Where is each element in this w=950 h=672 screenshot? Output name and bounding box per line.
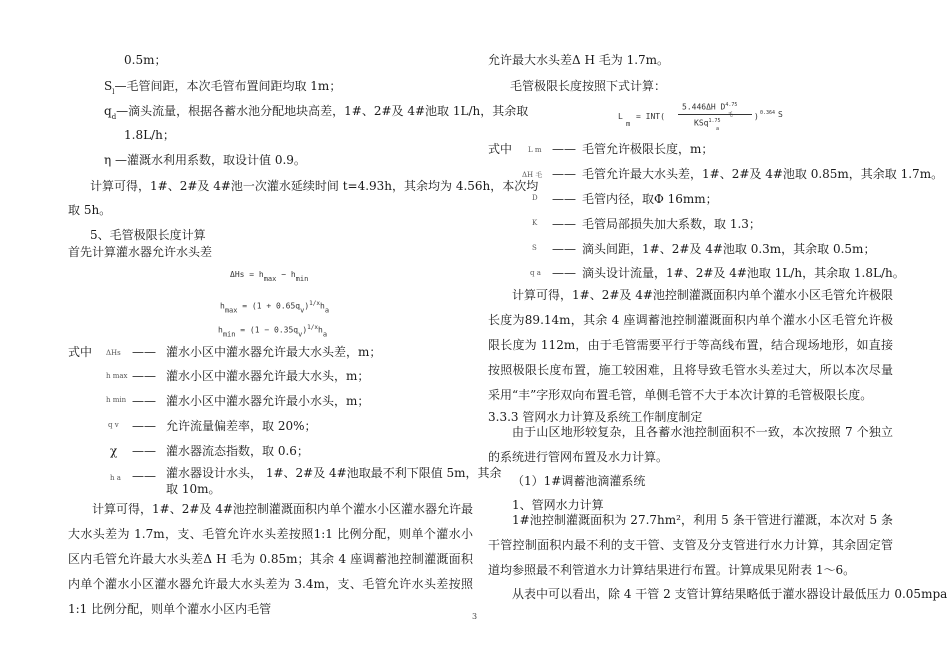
def-dash: —— bbox=[552, 142, 576, 156]
def-dash: —— bbox=[552, 167, 576, 181]
def-symbol: S bbox=[532, 244, 537, 252]
def-spacing: $S_l—$毛管间距，本次毛管布置间距均取 1m； bbox=[104, 79, 342, 96]
formula-hmax: $hmax = (1 + 0.65qv)^{1/x}ha$ bbox=[220, 300, 330, 315]
def-symbol: L m bbox=[528, 146, 542, 154]
def-text: 毛管允许极限长度，m； bbox=[582, 142, 714, 156]
formula-hmin: $hmin = (1 - 0.35qv)^{1/x}ha$ bbox=[218, 324, 328, 339]
def-text: 灌水器设计水头， 1#、2#及 4#池取最不利下限值 5m，其余 bbox=[166, 466, 502, 480]
paragraph-line: 从表中可以看出，除 4 干管 2 支管计算结果略低于灌水器设计最低压力 0.05mpa bbox=[512, 587, 948, 601]
paragraph: 计算可得，1#、2#及 4#池控制灌溉面积内单个灌水小区灌水器允许最大水头差为 1.7m，支、毛管允许水头差按照1:1 比例分配，则单个灌水小区内毛管允许最大水头差Δ H 毛为 0.85m；其余 4 座调蓄池控制灌溉面积内单个灌水小区灌水器允许最大水头差为 3.4m，支、毛管允许水头差按照1:1 比例分配，则单个灌水小区内毛管 bbox=[68, 502, 473, 616]
section-heading: 5、毛管极限长度计算 bbox=[90, 228, 206, 242]
section-heading: 3.3.3 管网水力计算及系统工作制度制定 bbox=[488, 410, 703, 424]
def-symbol: q a bbox=[530, 269, 541, 277]
formula-head-difference: ΔHs = hmax − hmin bbox=[230, 270, 309, 283]
def-symbol: ΔH 毛 bbox=[522, 171, 543, 179]
section-subheading: 首先计算灌水器允许水头差 bbox=[68, 245, 213, 259]
shizhong-label: 式中 bbox=[488, 142, 513, 156]
def-symbol: χ bbox=[110, 444, 118, 458]
def-symbol: K bbox=[532, 219, 538, 227]
def-text: 灌水小区中灌水器允许最小水头，m； bbox=[166, 394, 370, 408]
text-line: 允许最大水头差Δ H 毛为 1.7m。 bbox=[488, 53, 670, 67]
def-symbol: h max bbox=[106, 372, 128, 380]
def-symbol: q v bbox=[108, 421, 119, 429]
def-symbol: ΔHs bbox=[106, 349, 121, 357]
def-text: 滴头设计流量，1#、2#及 4#池取 1L/h，其余取 1.8L/h。 bbox=[582, 266, 905, 280]
paragraph-line: 计算可得，1#、2#及 4#池一次灌水延续时间 t=4.93h，其余均为 4.56h，本次均 bbox=[90, 179, 539, 193]
def-text: 毛管内径，取Φ 16mm； bbox=[582, 192, 718, 206]
def-symbol: h min bbox=[106, 396, 127, 404]
def-dash: —— bbox=[132, 419, 156, 433]
def-text: 滴头间距，1#、2#及 4#池取 0.3m，其余取 0.5m； bbox=[582, 242, 876, 256]
def-dash: —— bbox=[132, 444, 156, 458]
def-dash: —— bbox=[552, 266, 576, 280]
def-dash: —— bbox=[132, 345, 156, 359]
def-text-cont: 取 10m。 bbox=[166, 482, 221, 496]
page-number: 3 bbox=[472, 612, 478, 621]
text-line: 0.5m； bbox=[124, 53, 167, 67]
def-dash: —— bbox=[552, 242, 576, 256]
def-text: 灌水小区中灌水器允许最大水头差，m； bbox=[166, 345, 382, 359]
paragraph: 计算可得，1#、2#及 4#池控制灌溉面积内单个灌水小区毛管允许极限长度为89.14m，其余 4 座调蓄池控制灌溉面积内单个灌水小区毛管允许极限长度为 112m，由于毛管需要平行于等高线布置，结合现场地形，如直接按照极限长度布置，施工较困难，且将导致毛管水头差过大，所以本次尽量采用“丰”字形双向布置毛管，单侧毛管不大于本次计算的毛管极限长度。 bbox=[488, 288, 893, 402]
def-emitter-flow: $q_d—$滴头流量，根据各蓄水池分配地块高差，1#、2#及 4#池取 1L/h，其余取 bbox=[104, 104, 529, 121]
def-dash: —— bbox=[552, 192, 576, 206]
subsection-heading: （1）1#调蓄池滴灌系统 bbox=[512, 474, 646, 488]
def-symbol: h a bbox=[110, 474, 121, 482]
def-dash: —— bbox=[552, 217, 576, 231]
document-page: 0.5m； $S_l—$毛管间距，本次毛管布置间距均取 1m； $q_d—$滴头流量，根据各蓄水池分配地块高差，1#、2#及 4#池取 1L/h，其余取 1.8L/h； η —灌溉水利用系数，取设计值 0.9。 计算可得，1#、2#及 4#池一次灌水延续时间 t=4.93h，其余均为 4.56h，本次均 取 5h。 5、毛管极限长度计算 首先计算灌水器允许水头差 ΔHs = hmax − hmin $hmax = (1 + 0.65qv)^{1/x}ha$ $hmin = (1 - 0.35qv)^{1/x}ha$ 式中 ΔHs —— 灌水小区中灌水器允许最大水头差，m； h max —— 灌水小区中灌水器允许最大水头，m； h min —— 灌水小区中灌水器允许最小水头，m； q v —— 允许流量偏差率，取 20%； χ —— 灌水器流态指数，取 0.6； h a —— 灌水器设计水头， 1#、2#及 4#池取最不利下限值 5m，其余 取 10m。 计算可得，1#、2#及 4#池控制灌溉面积内单个灌水小区灌水器允许最大水头差为 1.7m，支、毛管允许水头差按照1:1 比例分配，则单个灌水小区内毛管允许最大水头差Δ H 毛为 0.85m；其余 4 座调蓄池控制灌溉面积内单个灌水小区灌水器允许最大水头差为 3.4m，支、毛管允许水头差按照1:1 比例分配，则单个灌水小区内毛管 允许最大水头差Δ H 毛为 1.7m。 毛管极限长度按照下式计算： L m = INT( 5.446ΔH $D^{4.75}$ 毛 KSq$^{1.75}$ a ) 0.364 S 式中 L m —— 毛管允许极限长度，m； ΔH 毛 —— 毛管允许最大水头差，1#、2#及 4#池取 0.85m，其余取 1.7m。 D —— 毛管内径，取Φ 16mm； K —— 毛管局部损失加大系数，取 1.3； S —— 滴头间距，1#、2#及 4#池取 0.3m，其余取 0.5m； q a —— 滴头设计流量，1#、2#及 4#池取 1L/h，其余取 1.8L/h。 计算可得，1#、2#及 4#池控制灌溉面积内单个灌水小区毛管允许极限长度为89.14m，其余 4 座调蓄池控制灌溉面积内单个灌水小区毛管允许极限长度为 112m，由于毛管需要平行于等高线布置，结合现场地形，如直接按照极限长度布置，施工较困难，且将导致毛管水头差过大，所以本次尽量采用“丰”字形双向布置毛管，单侧毛管不大于本次计算的毛管极限长度。 3.3.3 管网水力计算及系统工作制度制定 由于山区地形较复杂，且各蓄水池控制面积不一致，本次按照 7 个独立的系统进行管网布置及水力计算。 （1）1#调蓄池滴灌系统 1、管网水力计算 1#池控制灌溉面积为 27.7hm²，利用 5 条干管进行灌溉，本次对 5 条干管控制面积内最不利的支干管、支管及分支管进行水力计算，其余固定管道均参照最不利管道水力计算结果进行布置。计算成果见附表 1～6。 从表中可以看出，除 4 干管 2 支管计算结果略低于灌水器设计最低压力 0.05mpa 3 bbox=[68, 53, 948, 621]
text-line: 1.8L/h； bbox=[124, 128, 175, 142]
def-text: 灌水小区中灌水器允许最大水头，m； bbox=[166, 369, 370, 383]
def-text: 允许流量偏差率，取 20%； bbox=[166, 419, 317, 433]
subsection-heading: 1、管网水力计算 bbox=[512, 498, 604, 512]
def-dash: —— bbox=[132, 369, 156, 383]
def-text: 毛管允许最大水头差，1#、2#及 4#池取 0.85m，其余取 1.7m。 bbox=[582, 167, 944, 181]
paragraph: 由于山区地形较复杂，且各蓄水池控制面积不一致，本次按照 7 个独立的系统进行管网布置及水力计算。 bbox=[488, 425, 893, 464]
def-text: 毛管局部损失加大系数，取 1.3； bbox=[582, 217, 761, 231]
def-efficiency: η —灌溉水利用系数，取设计值 0.9。 bbox=[104, 153, 306, 167]
shizhong-label: 式中 bbox=[68, 345, 93, 359]
text-line: 毛管极限长度按照下式计算： bbox=[510, 79, 667, 93]
def-dash: —— bbox=[132, 469, 156, 483]
paragraph-line: 取 5h。 bbox=[68, 203, 112, 217]
def-symbol: D bbox=[532, 194, 538, 202]
def-dash: —— bbox=[132, 394, 156, 408]
paragraph: 1#池控制灌溉面积为 27.7hm²，利用 5 条干管进行灌溉，本次对 5 条干管控制面积内最不利的支干管、支管及分支管进行水力计算，其余固定管道均参照最不利管道水力计算结果进行布置。计算成果见附表 1～6。 bbox=[488, 513, 893, 577]
def-text: 灌水器流态指数，取 0.6； bbox=[166, 444, 309, 458]
